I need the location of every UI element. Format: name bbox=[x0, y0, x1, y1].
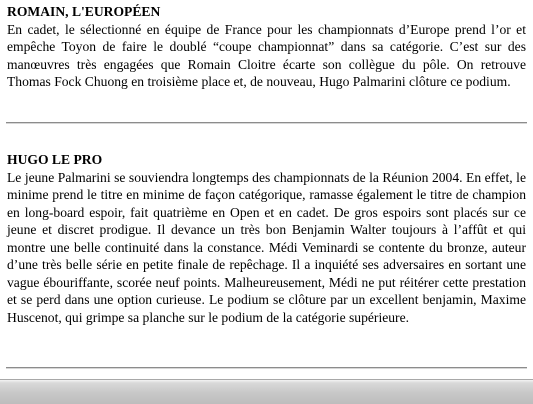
article-body: Le jeune Palmarini se souviendra longtemps des championnats de la Réunion 2004. En effet, le minime prend le titre en minime de façon catégorique, ramasse également le titre de champion en long-board espoir, fait quatrième en Open et en cadet. De gros espoirs sont placés sur ce jeune et discret prodigue. Il devance un très bon Benjamin Walter toujours à l’affût et qui montre une belle continuité dans la constance. Médi Veminardi se contente du bronze, auteur d’une très belle série en petite finale de repêchage. Il a inquiété ses adversaires en sortant une vague ébouriffante, scorée neuf points. Malheureusement, Médi ne put réitérer cette prestation et se perd dans une option curieuse. Le podium se clôture par un excellent benjamin, Maxime Huscenot, qui grimpe sa planche sur le podium de la catégorie supérieure. bbox=[7, 169, 526, 325]
section-divider bbox=[6, 122, 527, 124]
article-hugo-le-pro bbox=[7, 151, 526, 326]
article-romain-leuropeen bbox=[7, 3, 526, 91]
article-title: ROMAIN, L'EUROPÉEN bbox=[7, 4, 161, 19]
article-title: HUGO LE PRO bbox=[7, 152, 103, 167]
section-divider bbox=[6, 367, 527, 369]
footer-bar bbox=[0, 379, 533, 404]
article-body: En cadet, le sélectionné en équipe de France pour les championnats d’Europe prend l’or et empêche Toyon de faire le doublé “coupe championnat” dans sa catégorie. C’est sur des manœuvres très engagées que Romain Cloitre écarte son collègue du pôle. On retrouve Thomas Fock Chuong en troisième place et, de nouveau, Hugo Palmarini clôture ce podium. bbox=[7, 21, 526, 89]
